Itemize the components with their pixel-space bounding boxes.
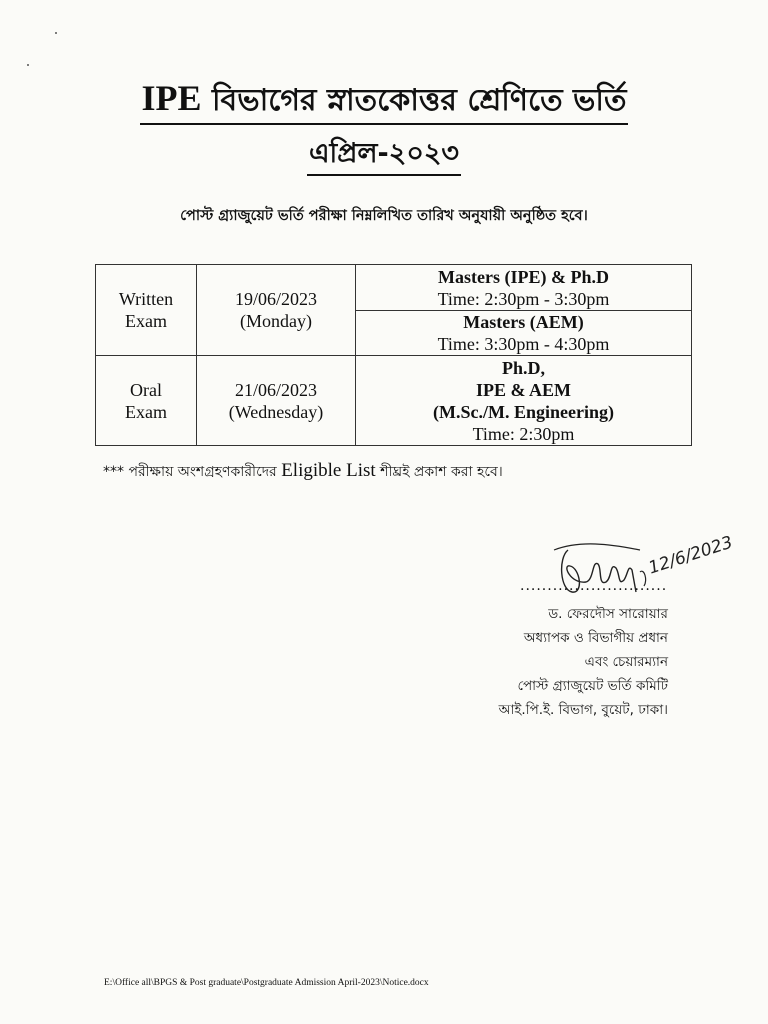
signatory-designation: এবং চেয়ারম্যান <box>584 654 668 670</box>
exam-schedule-table <box>95 264 692 446</box>
session-title: Masters (IPE) & Ph.D <box>438 266 609 287</box>
intro-text: পোস্ট গ্র্যাজুয়েট ভর্তি পরীক্ষা নিম্নলিখিত তারিখ অনুযায়ী অনুষ্ঠিত হবে। <box>180 208 588 224</box>
exam-type-line: Oral <box>130 379 162 400</box>
session-title: (M.Sc./M. Engineering) <box>433 401 614 422</box>
exam-date: 21/06/2023 <box>234 379 317 400</box>
table-row <box>96 265 692 311</box>
session-title: IPE & AEM <box>475 379 571 400</box>
subtitle-date: এপ্রিল-২০২৩ <box>307 136 461 176</box>
exam-type-line: Exam <box>125 401 167 422</box>
footnote-text: শীঘ্রই প্রকাশ করা হবে। <box>380 464 503 480</box>
signature-line: ........................... <box>520 578 668 594</box>
session-title: Masters (AEM) <box>463 312 584 332</box>
title-ipe: IPE <box>141 78 202 118</box>
exam-day: (Monday) <box>240 311 312 331</box>
footnote-stars: *** <box>103 464 124 480</box>
paper-speck <box>55 32 57 34</box>
exam-type-line: Exam <box>125 311 167 331</box>
title-text: বিভাগের স্নাতকোত্তর শ্রেণিতে ভর্তি <box>211 83 627 118</box>
session-title: Ph.D, <box>501 357 545 378</box>
table-row <box>96 356 692 446</box>
session-time: Time: 2:30pm - 3:30pm <box>437 288 610 309</box>
handwritten-date: 12/6/2023 <box>646 532 736 579</box>
file-path-footer: E:\Office all\BPGS & Post graduate\Postgraduate Admission April-2023\Notice.docx <box>104 978 429 988</box>
signatory-department: আই.পি.ই. বিভাগ, বুয়েট, ঢাকা। <box>498 702 668 718</box>
footnote <box>103 460 503 484</box>
session-cell <box>356 356 692 446</box>
session-cell <box>356 311 692 356</box>
exam-day: (Wednesday) <box>228 401 324 422</box>
signatory-name: ড. ফেরদৌস সারোয়ার <box>548 606 668 622</box>
footnote-english: Eligible List <box>281 460 376 481</box>
signatory-committee: পোস্ট গ্র্যাজুয়েট ভর্তি কমিটি <box>517 678 668 694</box>
exam-date: 19/06/2023 <box>234 289 317 309</box>
signatory-designation: অধ্যাপক ও বিভাগীয় প্রধান <box>523 630 668 646</box>
paper-speck <box>27 64 29 66</box>
exam-type-line: Written <box>118 289 174 309</box>
exam-date-cell <box>197 265 356 356</box>
notice-title <box>0 78 768 125</box>
footnote-text: পরীক্ষায় অংশগ্রহণকারীদের <box>128 464 277 480</box>
exam-type-cell <box>96 356 197 446</box>
handwritten-signature <box>540 520 736 610</box>
notice-subtitle <box>0 136 768 176</box>
signatory-block <box>499 602 668 722</box>
session-time: Time: 3:30pm - 4:30pm <box>437 334 610 354</box>
session-time: Time: 2:30pm <box>472 423 575 444</box>
exam-date-cell <box>197 356 356 446</box>
exam-type-cell <box>96 265 197 356</box>
session-cell <box>356 265 692 311</box>
